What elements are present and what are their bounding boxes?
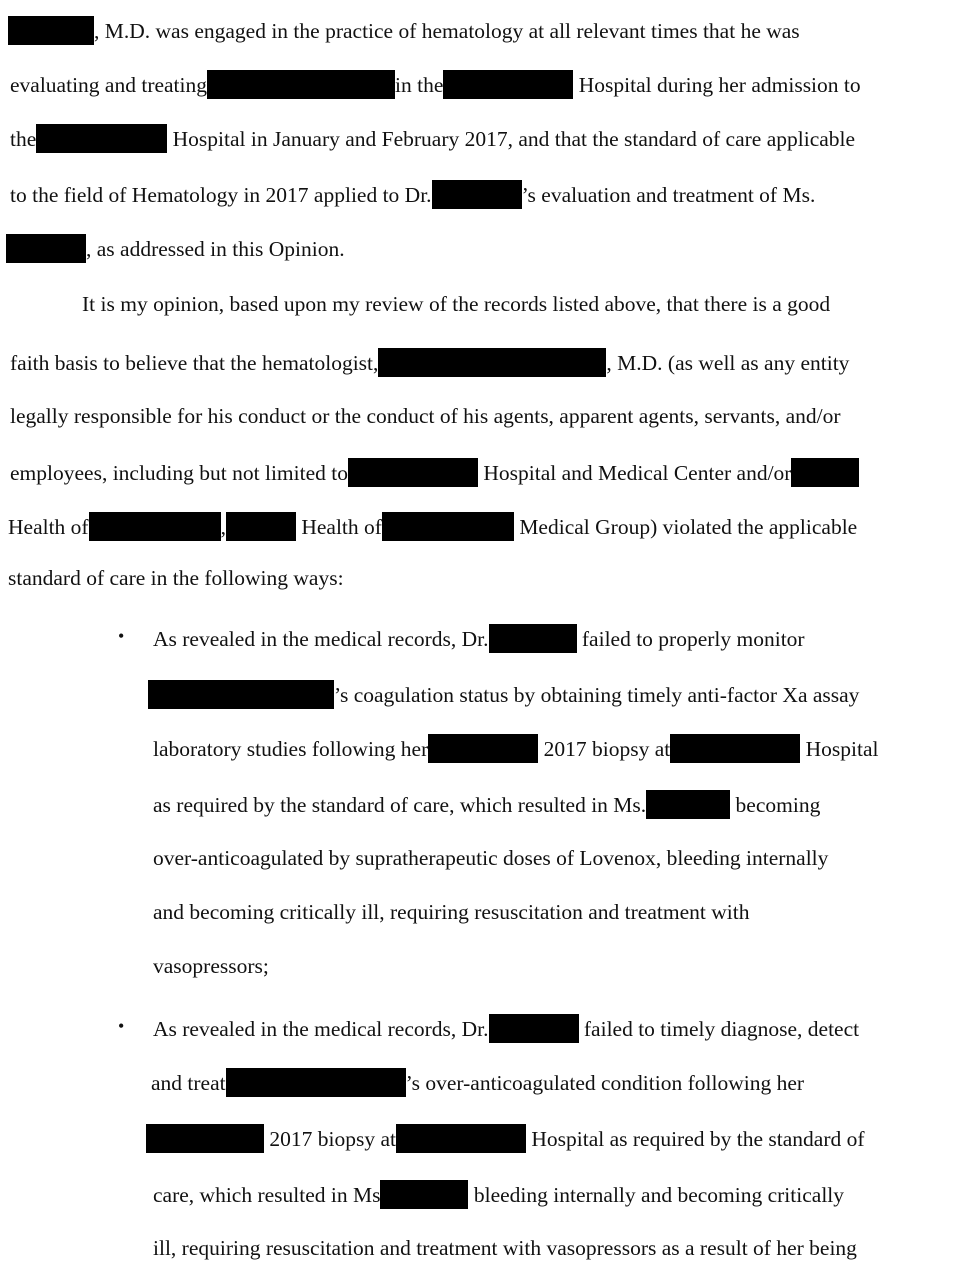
bullet1-line2: ’s coagulation status by obtaining timely anti-factor Xa assay (148, 680, 859, 709)
bullet2-line3: 2017 biopsy at Hospital as required by the standard of (146, 1124, 865, 1153)
redaction-block (432, 180, 522, 209)
redaction-block (89, 512, 221, 541)
redaction-block (146, 1124, 264, 1153)
redaction-block (396, 1124, 526, 1153)
redaction-block (348, 458, 478, 487)
redaction-block (207, 70, 395, 99)
redaction-block (428, 734, 538, 763)
redaction-block (148, 680, 334, 709)
redaction-block (226, 1068, 406, 1097)
bullet1-line6: and becoming critically ill, requiring resuscitation and treatment with (153, 900, 750, 924)
bullet2-line5: ill, requiring resuscitation and treatment with vasopressors as a result of her being (153, 1236, 857, 1260)
para1-line3: the Hospital in January and February 2017, and that the standard of care applicable (10, 124, 855, 153)
bullet2-line1: As revealed in the medical records, Dr. failed to timely diagnose, detect (153, 1014, 859, 1043)
redaction-block (382, 512, 514, 541)
para2-line3: legally responsible for his conduct or the conduct of his agents, apparent agents, servants, and/or (10, 404, 841, 428)
para1-line4: to the field of Hematology in 2017 applied to Dr. ’s evaluation and treatment of Ms. (10, 180, 815, 209)
redaction-block (489, 624, 577, 653)
para2-line4: employees, including but not limited to Hospital and Medical Center and/or (10, 458, 859, 487)
para2-line5: Health of , Health of Medical Group) violated the applicable (8, 512, 857, 541)
bullet1-line7: vasopressors; (153, 954, 269, 978)
redaction-block (791, 458, 859, 487)
bullet-2-marker: • (118, 1016, 125, 1036)
bullet1-line1: As revealed in the medical records, Dr. failed to properly monitor (153, 624, 805, 653)
para2-line2: faith basis to believe that the hematologist, , M.D. (as well as any entity (10, 348, 849, 377)
redaction-block (378, 348, 606, 377)
redaction-block (380, 1180, 468, 1209)
redaction-block (646, 790, 730, 819)
para1-line1: , M.D. was engaged in the practice of hematology at all relevant times that he was (8, 16, 800, 45)
bullet-1-marker: • (118, 626, 125, 646)
bullet1-line5: over-anticoagulated by supratherapeutic doses of Lovenox, bleeding internally (153, 846, 829, 870)
bullet2-line2: and treat ’s over-anticoagulated condition following her (151, 1068, 804, 1097)
para2-line1: It is my opinion, based upon my review of the records listed above, that there is a good (82, 292, 831, 316)
bullet1-line3: laboratory studies following her 2017 biopsy at Hospital (153, 734, 878, 763)
para1-line2: evaluating and treating in the Hospital during her admission to (10, 70, 861, 99)
redaction-block (6, 234, 86, 263)
para2-line6: standard of care in the following ways: (8, 566, 344, 590)
redaction-block (36, 124, 167, 153)
redaction-block (443, 70, 573, 99)
para1-line5: , as addressed in this Opinion. (6, 234, 345, 263)
redaction-block (8, 16, 94, 45)
bullet1-line4: as required by the standard of care, which resulted in Ms. becoming (153, 790, 820, 819)
redaction-block (226, 512, 296, 541)
redaction-block (489, 1014, 579, 1043)
redaction-block (670, 734, 800, 763)
bullet2-line4: care, which resulted in Ms bleeding internally and becoming critically (153, 1180, 844, 1209)
